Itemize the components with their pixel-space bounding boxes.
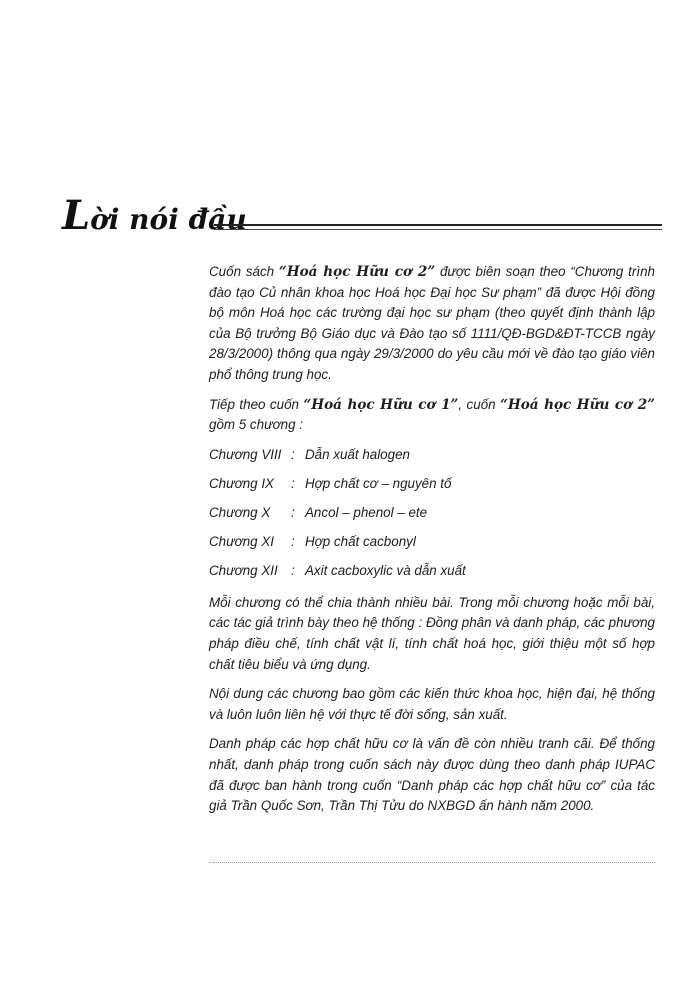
chapter-item <box>209 474 655 503</box>
paragraph-structure: Mỗi chương có thể chia thành nhiều bài. Trong mỗi chương hoặc mỗi bài, các tác giả trình bày theo hệ thống : Đồng phân và danh pháp, các phương pháp điều chế, tính chất vật lí, tính chất hoá học, giới thiệu một số hợp chất tiêu biểu và ứng dụng. <box>209 594 655 672</box>
chapter-number: Chương X <box>209 504 271 520</box>
chapter-title: Axit cacboxylic và dẫn xuất <box>305 562 466 578</box>
paragraph-intro <box>209 262 655 386</box>
chapter-separator: : <box>291 504 295 520</box>
paragraph-followup <box>209 395 655 436</box>
chapter-item <box>209 561 655 590</box>
chapter-title: Ancol – phenol – ete <box>305 504 428 520</box>
preface-body <box>209 262 655 826</box>
bottom-divider <box>209 862 655 863</box>
chapter-item <box>209 532 655 561</box>
preface-heading <box>62 192 662 240</box>
heading-rule-thick <box>214 224 662 226</box>
followup-before: Tiếp theo cuốn <box>209 396 304 412</box>
chapter-separator: : <box>291 475 295 491</box>
chapter-item <box>209 503 655 532</box>
followup-middle: , cuốn <box>458 396 501 412</box>
chapter-list <box>209 445 655 590</box>
followup-book2-title: “Hoá học Hữu cơ 2” <box>500 396 655 413</box>
chapter-title: Hợp chất cacbonyl <box>305 533 416 549</box>
chapter-item <box>209 445 655 474</box>
chapter-number: Chương VIII <box>209 446 282 462</box>
paragraph-content: Nội dung các chương bao gồm các kiến thức khoa học, hiện đại, hệ thống và luôn luôn liên hệ với thực tế đời sống, sản xuất. <box>209 686 655 722</box>
intro-before: Cuốn sách <box>209 264 279 279</box>
heading-rule-thin <box>214 229 662 230</box>
chapter-separator: : <box>291 562 295 578</box>
preface-title <box>62 192 247 240</box>
intro-after: được biên soạn theo “Chương trình đào tạo Củ nhân khoa học Hoá học Đại học Sư phạm” đã được Hội đồng bộ môn Hoá học các trường đại học sư phạm (theo quyết định thành lập của Bộ trưởng Bộ Giáo dục và Đào tạo số 1111/QĐ-BGD&ĐT-TCCB ngày 28/3/2000) thông qua ngày 29/3/2000 do yêu cầu mới về đào tạo giáo viên phổ thông trung học. <box>209 264 655 382</box>
paragraph-nomenclature: Danh pháp các hợp chất hữu cơ là vấn đề còn nhiều tranh cãi. Để thống nhất, danh pháp trong cuốn sách này được dùng theo danh pháp IUPAC đã được ban hành trong cuốn “Danh pháp các hợp chất hữu cơ” của tác giả Trần Quốc Sơn, Trần Thị Tửu do NXBGD ấn hành năm 2000. <box>209 736 655 814</box>
preface-title-rest: ời nói đầu <box>90 203 247 236</box>
followup-book1-title: “Hoá học Hữu cơ 1” <box>303 396 459 413</box>
chapter-number: Chương XII <box>209 562 278 578</box>
chapter-title: Hợp chất cơ – nguyên tố <box>305 475 452 491</box>
chapter-separator: : <box>291 533 295 549</box>
followup-after: gồm 5 chương : <box>209 417 303 433</box>
chapter-title: Dẫn xuất halogen <box>305 446 410 462</box>
chapter-separator: : <box>291 446 295 462</box>
chapter-number: Chương XI <box>209 533 274 549</box>
intro-book-title: “Hoá học Hữu cơ 2” <box>278 264 436 280</box>
chapter-number: Chương IX <box>209 475 274 491</box>
preface-title-initial: L <box>62 192 91 239</box>
